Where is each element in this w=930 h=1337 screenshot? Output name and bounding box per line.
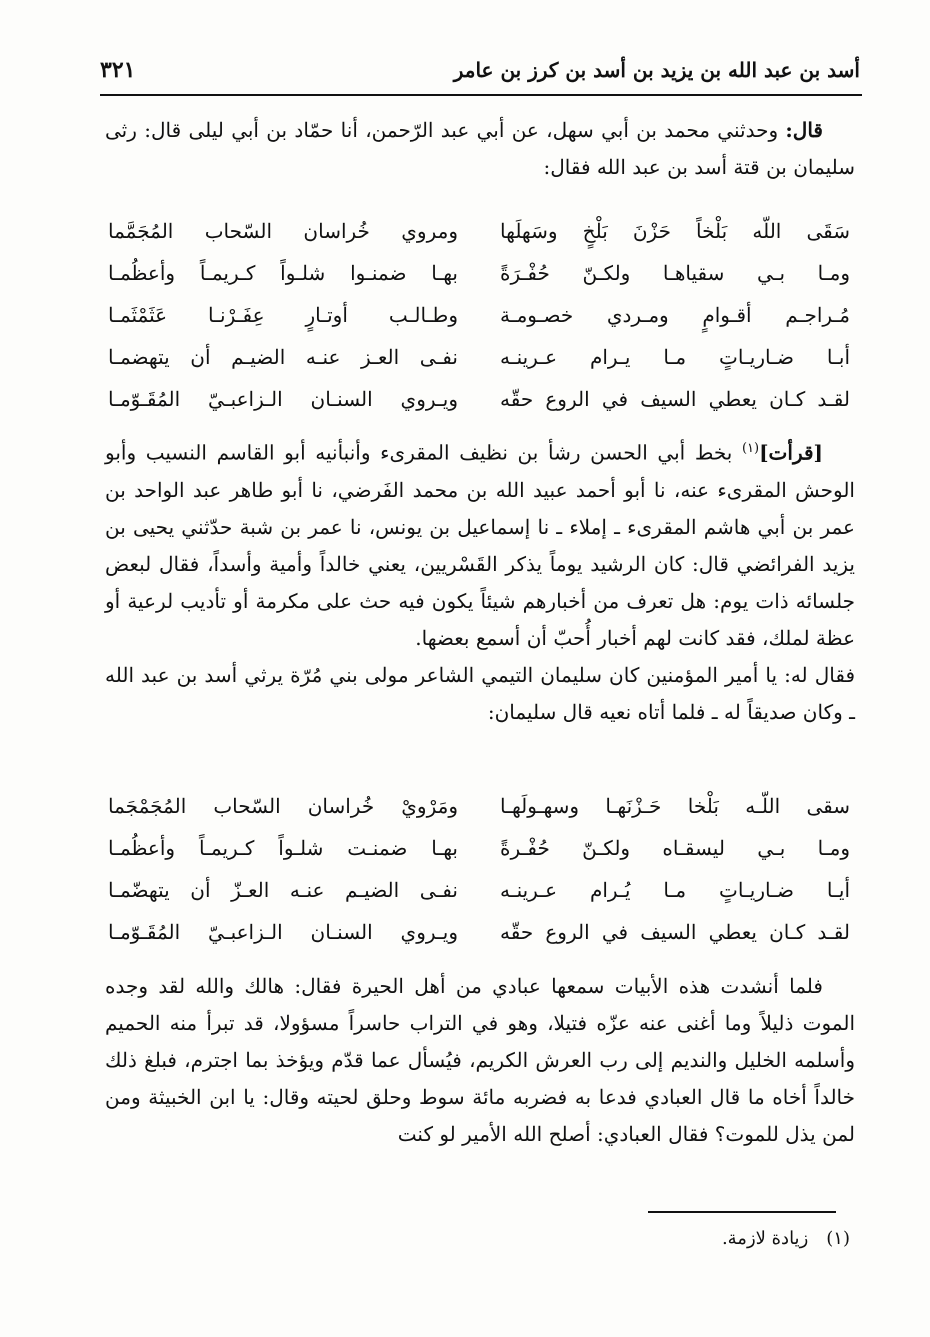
verse-line [108, 827, 850, 869]
middle-lead: [قرأت] [759, 440, 823, 465]
poem-1 [108, 210, 850, 420]
verse-first-hemistich: أيـا ضـاريـاتٍ مـا يُـرام عـرينـه [500, 878, 850, 902]
poem-2 [108, 785, 850, 953]
verse-second-hemistich: ومروي خُراسان السّحاب المُجَمَّما [108, 219, 458, 243]
verse-first-hemistich: سقى اللّـه بَلْخا حَـزْنَهـا وسهـولَهـا [500, 794, 850, 818]
verse-second-hemistich: نفـى العـز عنـه الضيـم أن يتهضمـا [108, 345, 458, 369]
verse-line [108, 911, 850, 953]
running-title: أسد بن عبد الله بن يزيد بن أسد بن كرز بن عامر [453, 58, 860, 82]
middle-text: بخط أبي الحسن رشأ بن نظيف المقرىء وأنبأنيه أبو القاسم النسيب وأبو الوحش المقرىء عنه، نا أبو أحمد عبيد الله بن محمد الفَرضي، نا أبو طاهر عبد الواحد بن عمر بن أبي هاشم المقرىء ـ إملاء ـ نا إسماعيل بن يونس، نا عمر بن شبة حدّثني يحيى بن يزيد الفرائضي قال: كان الرشيد يوماً يذكر القَسْريين، يعني خالداً وأمية وأسداً، فقال لبعض جلسائه ذات يوم: هل تعرف من أخبارهم شيئاً يكون فيه حث على مكرمة أو تأديب لرعية أو عظة لملك، فقد كانت لهم أخبار أُحبّ أن أسمع بعضها. [105, 440, 855, 650]
intro-lead: قال: [785, 118, 823, 142]
footnote-marker: (١) [741, 441, 760, 456]
verse-line [108, 869, 850, 911]
verse-line [108, 336, 850, 378]
verse-first-hemistich: ومـا بـي سقياهـا ولكـنّ حُفْـرَةً [500, 261, 850, 285]
footnote-rule [648, 1211, 836, 1213]
verse-first-hemistich: لقـد كـان يعطي السيف في الروع حقّه [500, 387, 850, 411]
verse-line [108, 378, 850, 420]
verse-first-hemistich: مُـراجـم أقـوامٍ ومـردي خصـومـة [500, 303, 850, 327]
verse-second-hemistich: ويـروي السنـان الـزاعبـيّ المُقَـوّمـا [108, 920, 458, 944]
verse-second-hemistich: ويـروي السنـان الـزاعبـيّ المُقَـوّمـا [108, 387, 458, 411]
verse-second-hemistich: وطـالـب أوتـارٍ عِفَـرْنـا عَثَمْثَمـا [108, 303, 458, 327]
middle-section [105, 430, 855, 731]
verse-line [108, 785, 850, 827]
page-number: ٣٢١ [100, 57, 136, 83]
intro-text: وحدثني محمد بن أبي سهل، عن أبي عبد الرّحمن، أنا حمّاد بن أبي ليلى قال: رثى سليمان بن قتة أسد بن عبد الله فقال: [105, 118, 855, 179]
verse-first-hemistich: لقـد كـان يعطي السيف في الروع حقّه [500, 920, 850, 944]
middle-text-2: فقال له: يا أمير المؤمنين كان سليمان التيمي الشاعر مولى بني مُرّة يرثي أسد بن عبد الله ـ وكان صديقاً له ـ فلما أتاه نعيه قال سليمان: [105, 662, 855, 724]
verse-line [108, 210, 850, 252]
header-rule [100, 94, 862, 96]
verse-second-hemistich: نفـى الضيـم عنـه العـزّ أن يتهضّمـا [108, 878, 458, 902]
verse-second-hemistich: بهـا ضمنـت شلـواً كـريمـاً وأعظُمـا [108, 836, 458, 860]
footnote-text: زيادة لازمة. [721, 1228, 809, 1249]
verse-line [108, 252, 850, 294]
page-header [100, 50, 860, 90]
verse-second-hemistich: بهـا ضمنـوا شلـواً كـريمـاً وأعظُمـا [108, 261, 458, 285]
intro-paragraph [105, 112, 855, 186]
closing-text: فلما أنشدت هذه الأبيات سمعها عبادي من أهل الحيرة فقال: هالك والله لقد وجده الموت ذليلاً وما أغنى عنه عزّه فتيلا، وهو في التراب حاسراً مسؤولا، قد تبرأ منه الحميم وأسلمه الخليل والنديم إلى رب العرش الكريم، فيُسأل عما قدّم ويؤخذ بما اجترم، فبلغ ذلك خالداً أخاه ما قال العبادي فدعا به فضربه مائة سوط وحلق لحيته وقال: يا ابن الخبيثة ومن لمن يذل للموت؟ فقال العبادي: أصلح الله الأمير لو كنت [105, 974, 855, 1146]
verse-first-hemistich: سَقَى اللّه بَلْخاً حَزْنَ بَلْخٍ وسَهلَها [500, 219, 850, 243]
footnote [722, 1228, 850, 1249]
verse-second-hemistich: ومَرْويْ خُراسان السّحاب المُجَمْجَما [108, 794, 458, 818]
footnote-number: (١) [826, 1228, 850, 1249]
verse-line [108, 294, 850, 336]
verse-first-hemistich: أبـا ضـاريـاتٍ مـا يـرام عـرينـه [500, 345, 850, 369]
verse-first-hemistich: ومـا بـي ليسقـاه ولكـنّ حُفْـرةً [500, 836, 850, 860]
closing-paragraph [105, 968, 855, 1153]
